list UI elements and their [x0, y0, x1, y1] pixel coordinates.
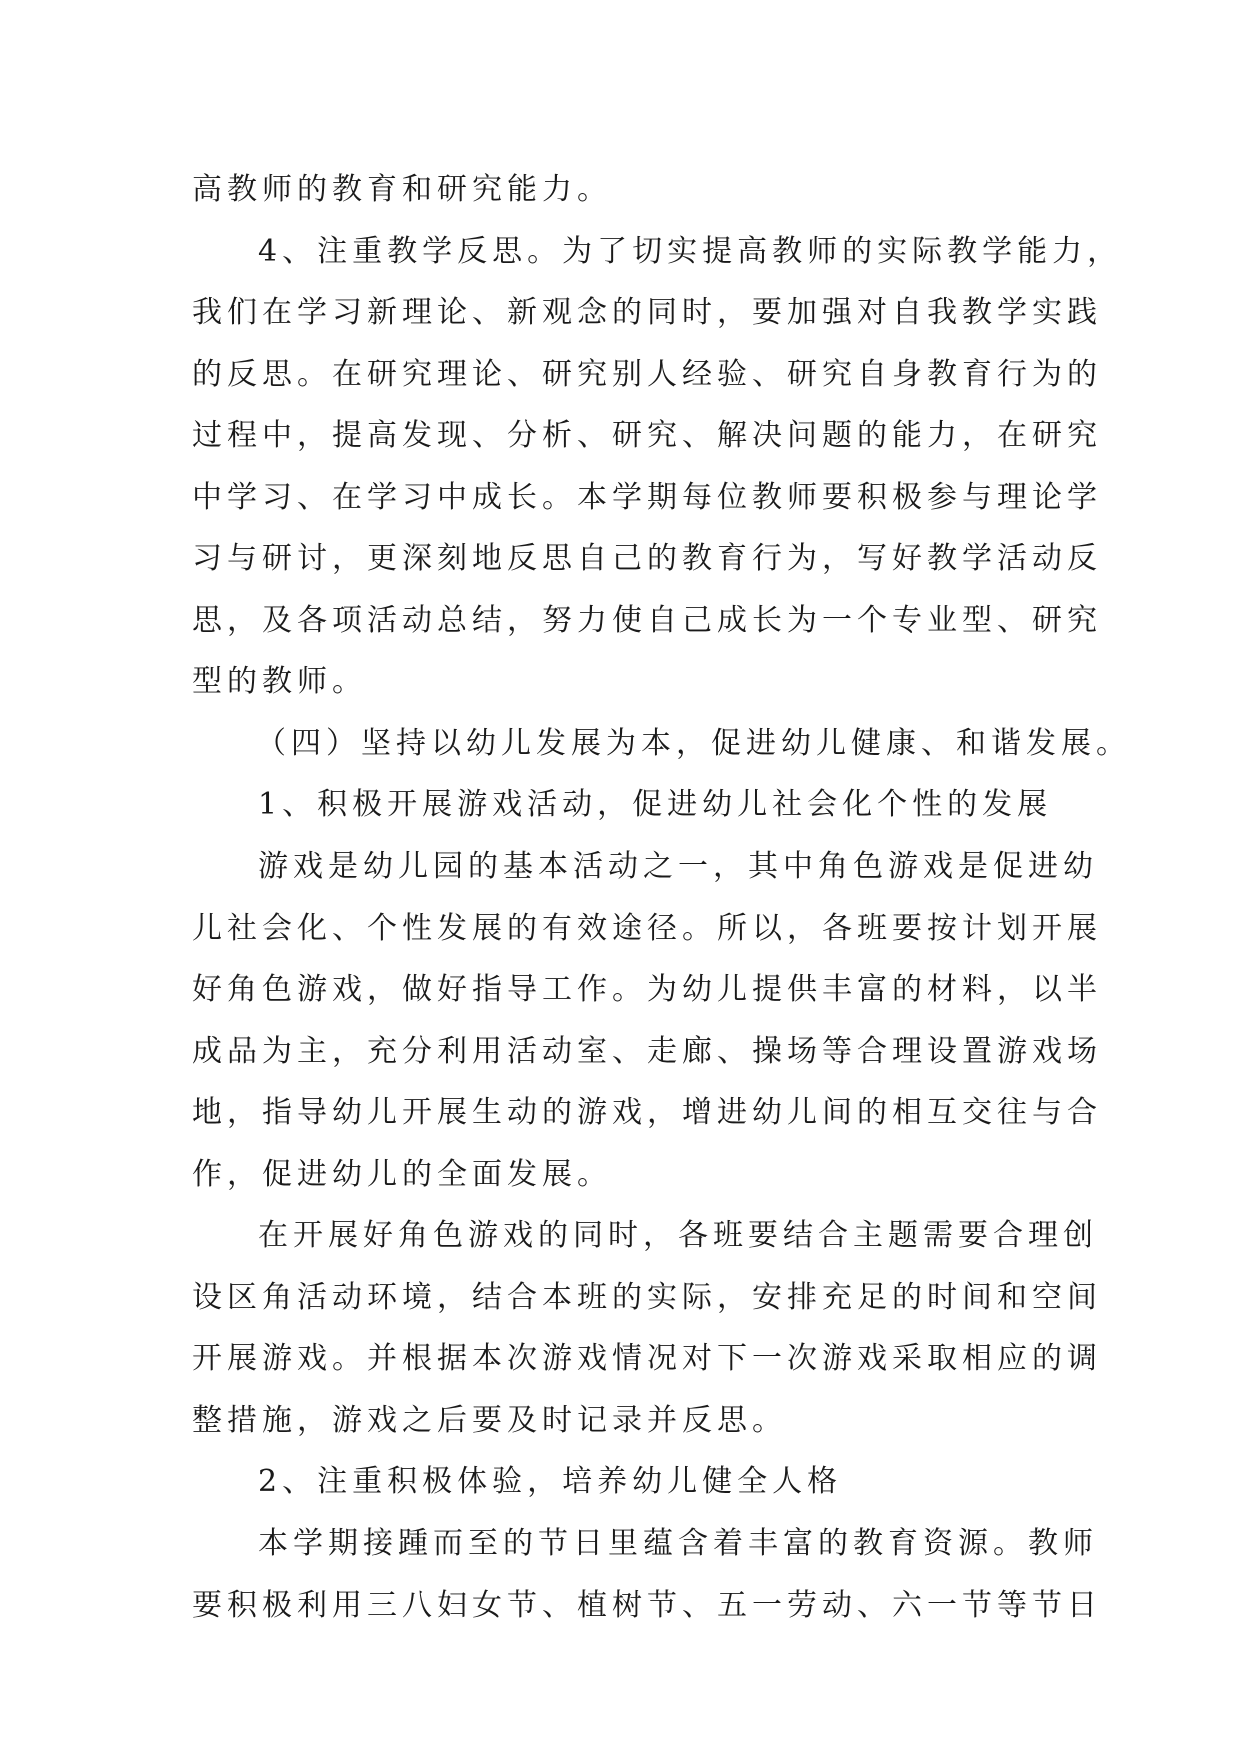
section-heading: （四）坚持以幼儿发展为本，促进幼儿健康、和谐发展。	[256, 725, 1131, 761]
paragraph-line: 型的教师。	[192, 664, 367, 700]
paragraph-line: 好角色游戏，做好指导工作。为幼儿提供丰富的材料，以半	[192, 972, 1102, 1008]
paragraph-line: 思，及各项活动总结，努力使自己成长为一个专业型、研究	[192, 602, 1102, 638]
paragraph-line: 中学习、在学习中成长。本学期每位教师要积极参与理论学	[192, 479, 1102, 515]
paragraph-line: 本学期接踵而至的节日里蕴含着丰富的教育资源。教师	[258, 1526, 1098, 1562]
paragraph-line: 习与研讨，更深刻地反思自己的教育行为，写好教学活动反	[192, 541, 1102, 577]
document-body	[192, 159, 1131, 1636]
paragraph-line: 作，促进幼儿的全面发展。	[192, 1156, 612, 1192]
paragraph-line: 地，指导幼儿开展生动的游戏，增进幼儿间的相互交往与合	[192, 1095, 1102, 1131]
paragraph-line: 儿社会化、个性发展的有效途径。所以，各班要按计划开展	[192, 910, 1102, 946]
paragraph-line: 在开展好角色游戏的同时，各班要结合主题需要合理创	[258, 1218, 1098, 1254]
paragraph-line: 成品为主，充分利用活动室、走廊、操场等合理设置游戏场	[192, 1033, 1102, 1069]
subsection-heading: 2、注重积极体验，培养幼儿健全人格	[258, 1464, 843, 1500]
paragraph-line: 整措施，游戏之后要及时记录并反思。	[192, 1402, 787, 1438]
paragraph-line: 的反思。在研究理论、研究别人经验、研究自身教育行为的	[192, 356, 1102, 392]
paragraph-line: 4、注重教学反思。为了切实提高教师的实际教学能力，	[258, 233, 1123, 269]
paragraph-line: 过程中，提高发现、分析、研究、解决问题的能力，在研究	[192, 418, 1102, 454]
paragraph-line: 我们在学习新理论、新观念的同时，要加强对自我教学实践	[192, 295, 1102, 331]
paragraph-line: 设区角活动环境，结合本班的实际，安排充足的时间和空间	[192, 1279, 1102, 1315]
subsection-heading: 1、积极开展游戏活动，促进幼儿社会化个性的发展	[258, 787, 1053, 823]
paragraph-line: 要积极利用三八妇女节、植树节、五一劳动、六一节等节日	[192, 1587, 1102, 1623]
paragraph-line: 高教师的教育和研究能力。	[192, 172, 612, 207]
paragraph-line: 开展游戏。并根据本次游戏情况对下一次游戏采取相应的调	[192, 1341, 1102, 1377]
paragraph-line: 游戏是幼儿园的基本活动之一，其中角色游戏是促进幼	[258, 849, 1098, 885]
